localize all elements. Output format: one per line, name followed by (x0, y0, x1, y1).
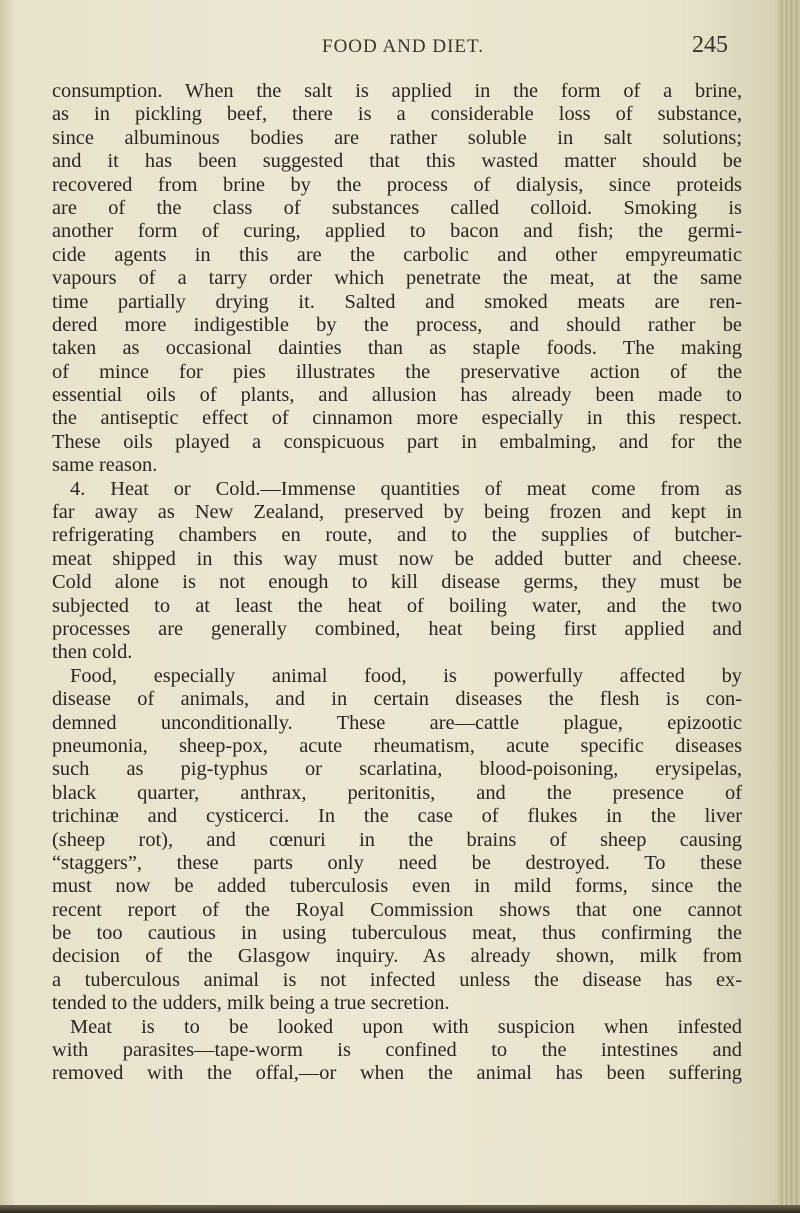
text-line: trichinæ and cysticerci. In the case of flukes in the liver (52, 805, 742, 828)
text-line: and it has been suggested that this wasted matter should be (52, 150, 742, 173)
text-line: These oils played a conspicuous part in embalming, and for the (52, 430, 742, 453)
text-line: Food, especially animal food, is powerfully affected by (70, 664, 742, 687)
text-line: processes are generally combined, heat being first applied and (52, 617, 742, 640)
text-line: (sheep rot), and cœnuri in the brains of sheep causing (52, 828, 742, 851)
page-bottom-edge (0, 1205, 800, 1213)
text-line: black quarter, anthrax, peritonitis, and the presence of (52, 781, 742, 804)
page-number: 245 (692, 32, 728, 58)
text-line: then cold. (52, 641, 133, 664)
running-head (78, 32, 728, 70)
text-line: Meat is to be looked upon with suspicion when infested (70, 1015, 742, 1038)
text-line: must now be added tuberculosis even in mild forms, since the (52, 875, 742, 898)
text-line: Cold alone is not enough to kill disease germs, they must be (52, 571, 742, 594)
text-line: another form of curing, applied to bacon and fish; the germi- (52, 220, 742, 243)
text-line: since albuminous bodies are rather soluble in salt solutions; (52, 126, 742, 149)
text-line: dered more indigestible by the process, and should rather be (52, 313, 742, 336)
text-line: such as pig-typhus or scarlatina, blood-poisoning, erysipelas, (52, 758, 742, 781)
gutter-shadow (0, 0, 14, 1213)
text-line: tended to the udders, milk being a true secretion. (52, 992, 450, 1015)
text-line: disease of animals, and in certain diseases the flesh is con- (52, 688, 742, 711)
text-line: as in pickling beef, there is a considerable loss of substance, (52, 103, 742, 126)
text-line: “staggers”, these parts only need be destroyed. To these (52, 851, 742, 874)
text-line: demned unconditionally. These are—cattle plague, epizootic (52, 711, 742, 734)
text-line: consumption. When the salt is applied in the form of a brine, (52, 80, 742, 102)
text-line: recent report of the Royal Commission shows that one cannot (52, 898, 742, 921)
text-line: recovered from brine by the process of dialysis, since proteids (52, 173, 742, 196)
text-line: time partially drying it. Salted and smoked meats are ren- (52, 290, 742, 313)
text-line: of mince for pies illustrates the preservative action of the (52, 360, 742, 383)
text-line: be too cautious in using tuberculous meat, thus confirming the (52, 922, 742, 945)
running-title: FOOD AND DIET. (322, 36, 484, 57)
text-line: are of the class of substances called colloid. Smoking is (52, 196, 742, 219)
text-line: vapours of a tarry order which penetrate the meat, at the same (52, 267, 742, 290)
text-line: refrigerating chambers en route, and to the supplies of butcher- (52, 524, 742, 547)
text-line: decision of the Glasgow inquiry. As already shown, milk from (52, 945, 742, 968)
text-line: meat shipped in this way must now be added butter and cheese. (52, 547, 742, 570)
text-line: with parasites—tape-worm is confined to the intestines and (52, 1039, 742, 1062)
text-line: same reason. (52, 454, 158, 477)
text-line: cide agents in this are the carbolic and other empyreumatic (52, 243, 742, 266)
text-line: 4. Heat or Cold.—Immense quantities of meat come from as (70, 477, 742, 500)
text-line: a tuberculous animal is not infected unless the disease has ex- (52, 968, 742, 991)
text-line: far away as New Zealand, preserved by being frozen and kept in (52, 501, 742, 524)
text-line: essential oils of plants, and allusion has already been made to (52, 384, 742, 407)
text-line: pneumonia, sheep-pox, acute rheumatism, acute specific diseases (52, 734, 742, 757)
text-line: subjected to at least the heat of boiling water, and the two (52, 594, 742, 617)
text-line: removed with the offal,—or when the animal has been suffering (52, 1062, 742, 1085)
body-text (52, 80, 742, 1086)
text-line: the antiseptic effect of cinnamon more especially in this respect. (52, 407, 742, 430)
text-line: taken as occasional dainties than as staple foods. The making (52, 337, 742, 360)
page-edge-stack (778, 0, 800, 1213)
